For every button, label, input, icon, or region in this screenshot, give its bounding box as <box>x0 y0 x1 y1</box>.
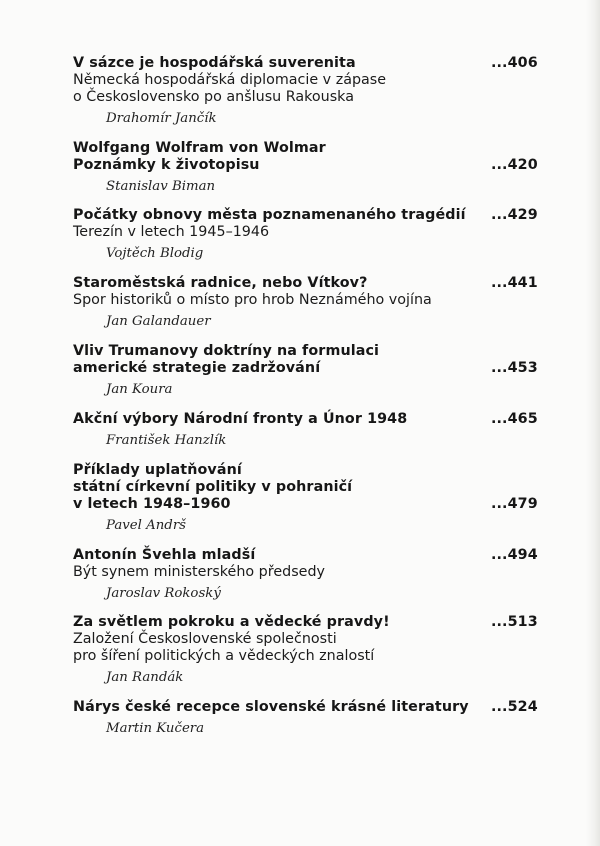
page-number: ...420 <box>491 157 538 173</box>
article-subtitle <box>73 360 543 377</box>
line-text: Za světlem pokroku a vědecké pravdy! <box>73 614 390 630</box>
line-text: Založení Československé společnosti <box>73 631 337 647</box>
line-text: Počátky obnovy města poznamenaného tragédií <box>73 207 466 223</box>
page-number: ...453 <box>491 360 538 376</box>
line-text: Příklady uplatňování <box>73 462 242 478</box>
line-text: americké strategie zadržování <box>73 360 321 376</box>
article-author: František Hanzlík <box>106 433 227 448</box>
page-number: ...494 <box>491 547 538 563</box>
article-title <box>73 207 543 224</box>
article-subtitle <box>73 157 543 174</box>
toc-entry[interactable] <box>73 207 543 262</box>
article-subtitle <box>73 631 543 648</box>
line-text: Antonín Švehla mladší <box>73 547 256 563</box>
article-author: Martin Kučera <box>106 721 205 736</box>
page-number: ...479 <box>491 496 538 512</box>
article-title <box>73 462 543 479</box>
article-title <box>73 343 543 360</box>
article-title <box>73 614 543 631</box>
line-text: Wolfgang Wolfram von Wolmar <box>73 140 326 156</box>
page-number: ...441 <box>491 275 538 291</box>
toc-entry[interactable] <box>73 699 543 737</box>
article-author: Vojtěch Blodig <box>106 246 204 261</box>
line-text: Spor historiků o místo pro hrob Neznámého vojína <box>73 292 432 308</box>
article-subtitle <box>73 72 543 89</box>
toc-entry[interactable] <box>73 343 543 398</box>
article-subtitle <box>73 564 543 581</box>
toc-entry[interactable] <box>73 140 543 195</box>
page-number: ...429 <box>491 207 538 223</box>
line-text: Poznámky k životopisu <box>73 157 260 173</box>
article-title <box>73 547 543 564</box>
toc-entry[interactable] <box>73 411 543 449</box>
line-text: Staroměstská radnice, nebo Vítkov? <box>73 275 368 291</box>
toc-entry[interactable] <box>73 547 543 602</box>
article-title <box>73 55 543 72</box>
article-author: Stanislav Biman <box>106 179 216 194</box>
article-title <box>73 275 543 292</box>
article-title <box>73 699 543 716</box>
toc-entry[interactable] <box>73 614 543 686</box>
article-title <box>73 140 543 157</box>
article-subtitle <box>73 479 543 496</box>
line-text: v letech 1948–1960 <box>73 496 231 512</box>
article-title <box>73 411 543 428</box>
line-text: V sázce je hospodářská suverenita <box>73 55 356 71</box>
line-text: o Československo po anšlusu Rakouska <box>73 89 354 105</box>
line-text: Terezín v letech 1945–1946 <box>73 224 270 240</box>
line-text: Akční výbory Národní fronty a Únor 1948 <box>73 411 408 427</box>
page-number: ...406 <box>491 55 538 71</box>
article-subtitle <box>73 224 543 241</box>
article-subtitle <box>73 648 543 665</box>
toc-entry[interactable] <box>73 275 543 330</box>
line-text: státní církevní politiky v pohraničí <box>73 479 353 495</box>
line-text: Německá hospodářská diplomacie v zápase <box>73 72 387 88</box>
article-author: Pavel Andrš <box>106 518 186 533</box>
line-text: pro šíření politických a vědeckých znalostí <box>73 648 375 664</box>
article-author: Jan Koura <box>106 382 173 397</box>
page-number: ...524 <box>491 699 538 715</box>
page-number: ...513 <box>491 614 538 630</box>
toc-entry[interactable] <box>73 55 543 127</box>
article-subtitle <box>73 496 543 513</box>
toc-entry[interactable] <box>73 462 543 534</box>
article-author: Jan Randák <box>106 670 184 685</box>
line-text: Vliv Trumanovy doktríny na formulaci <box>73 343 380 359</box>
line-text: Být synem ministerského předsedy <box>73 564 325 580</box>
line-text: Nárys české recepce slovenské krásné literatury <box>73 699 469 715</box>
article-author: Drahomír Jančík <box>106 111 217 126</box>
article-author: Jan Galandauer <box>106 314 211 329</box>
article-subtitle <box>73 292 543 309</box>
page-number: ...465 <box>491 411 538 427</box>
article-author: Jaroslav Rokoský <box>106 586 221 601</box>
article-subtitle <box>73 89 543 106</box>
